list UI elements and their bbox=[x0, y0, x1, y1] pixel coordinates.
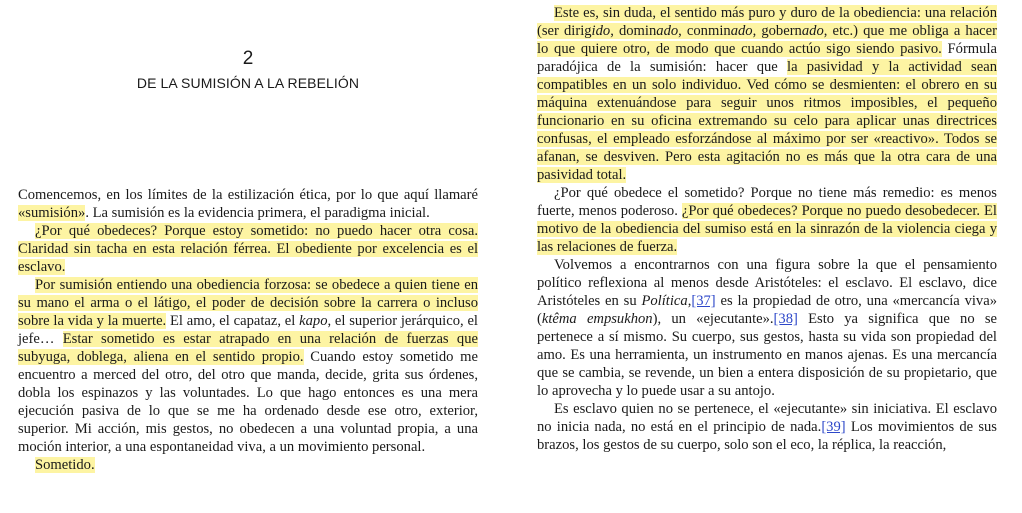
paragraph bbox=[18, 276, 478, 456]
footnote-link[interactable]: [37] bbox=[691, 293, 716, 309]
text-run: . La sumisión es la evidencia primera, el paradigma inicial. bbox=[85, 205, 430, 221]
left-page bbox=[18, 0, 478, 474]
highlighted-text: la pasividad y la actividad sean compatibles en un solo individuo. Ved cómo se desmienten: el obrero en su máquina extenuándose para seguir unos ritmos imposibles, el pequeño funcionario en su oficina extremando su celo para aplicar unas directrices confusas, el empleado esforzándose al máximo por ser «reactivo». Todos se afanan, se desviven. Pero esta agitación no es más que la otra cara de una pasividad total. bbox=[537, 59, 997, 183]
text-run: El amo, el capataz, el bbox=[166, 313, 300, 329]
text-run: Cuando estoy sometido me encuentro a merced del otro, del otro que manda, decide, grita sus órdenes, dobla los espinazos y las voluntades. Lo que hago entonces es una mera ejecución pasiva de lo que se me ha ordenado desde ese otro, exterior, superior. Mi acción, mis gestos, no obedecen a una voluntad propia, a una moción interior, a una espontaneidad viva, a un movimiento personal. bbox=[18, 349, 478, 455]
highlighted-text: , conmin bbox=[678, 23, 731, 39]
highlighted-text: , etc.) que me obliga a hacer lo que quiere otro, de modo que cuando actúo sigo siendo pasivo. bbox=[537, 23, 997, 57]
highlighted-text: Por sumisión entiendo una obediencia forzosa: se obedece a quien tiene en su mano el arma o el látigo, el poder de decisión sobre la carrera o incluso sobre la vida y la muerte. bbox=[18, 277, 478, 329]
left-body-text bbox=[18, 186, 478, 474]
highlighted-text: Estar sometido es estar atrapado en una relación de fuerzas que subyuga, doblega, aliena en el sentido propio. bbox=[18, 331, 478, 365]
text-run: , el superior jerárquico, el jefe… bbox=[18, 313, 478, 347]
highlighted-text: ¿Por qué obedeces? Porque no puedo desobedecer. El motivo de la obediencia del sumiso está en la sinrazón de la violencia ciega y las relaciones de fuerza. bbox=[537, 203, 997, 255]
text-run: Esto ya significa que no se pertenece a sí mismo. Su cuerpo, sus gestos, hasta su vida son propiedad del amo. Es una herramienta, un instrumento en manos ajenas. Es una mercancía que se cambia, se revende, un bien a entera disposición de su propietario, que lo aprovecha y lo puede usar a su antojo. bbox=[537, 311, 997, 399]
italic-text: kapo bbox=[299, 313, 328, 329]
highlighted-text: ¿Por qué obedeces? Porque estoy sometido: no puedo hacer otra cosa. Claridad sin tacha en esta relación férrea. El obediente por excelencia es el esclavo. bbox=[18, 223, 478, 275]
text-run: Volvemos a encontrarnos con una figura sobre la que el pensamiento político reflexiona al menos desde Aristóteles: el esclavo. El esclavo, dice Aristóteles en su bbox=[537, 257, 997, 309]
highlighted-italic-text: ado bbox=[730, 23, 753, 39]
italic-text: Política bbox=[641, 293, 688, 309]
highlighted-text: «sumisión» bbox=[18, 205, 86, 221]
paragraph bbox=[537, 4, 997, 184]
paragraph bbox=[18, 222, 478, 276]
highlighted-text: Este es, sin duda, el sentido más puro y duro de la obediencia: una relación (ser dirig bbox=[537, 5, 997, 39]
text-run: ), un «ejecutante». bbox=[652, 311, 774, 327]
text-run: ¿Por qué obedece el sometido? Porque no tiene más remedio: es menos fuerte, menos poderoso. bbox=[537, 185, 997, 219]
chapter-heading bbox=[18, 48, 478, 92]
paragraph bbox=[537, 256, 997, 400]
text-run: Fórmula paradójica de la sumisión: hacer que bbox=[537, 41, 997, 75]
text-run: Es esclavo quien no se pertenece, el «ejecutante» sin iniciativa. El esclavo no inicia nada, no está en el principio de nada. bbox=[537, 401, 997, 435]
paragraph bbox=[18, 186, 478, 222]
paragraph bbox=[537, 400, 997, 454]
highlighted-text: , domin bbox=[610, 23, 657, 39]
text-run: , bbox=[687, 293, 692, 309]
paragraph bbox=[18, 456, 478, 474]
highlighted-text: , gobern bbox=[752, 23, 802, 39]
footnote-link[interactable]: [38] bbox=[773, 311, 798, 327]
text-run: Comencemos, en los límites de la estilización ética, por lo que aquí llamaré bbox=[18, 187, 478, 203]
chapter-number: 2 bbox=[242, 48, 254, 69]
highlighted-italic-text: ido bbox=[591, 23, 611, 39]
italic-text: ktêma empsukhon bbox=[541, 311, 653, 327]
highlighted-italic-text: ado bbox=[656, 23, 679, 39]
chapter-title: DE LA SUMISIÓN A LA REBELIÓN bbox=[136, 75, 360, 91]
paragraph bbox=[537, 184, 997, 256]
highlighted-italic-text: ado bbox=[801, 23, 824, 39]
right-page bbox=[537, 4, 997, 454]
footnote-link[interactable]: [39] bbox=[821, 419, 846, 435]
highlighted-text: Sometido. bbox=[35, 457, 95, 473]
text-run: es la propiedad de otro, una «mercancía viva» ( bbox=[537, 293, 997, 327]
text-run: Los movimientos de sus brazos, los gestos de su cuerpo, solo son el eco, la réplica, la reacción, bbox=[537, 419, 997, 453]
